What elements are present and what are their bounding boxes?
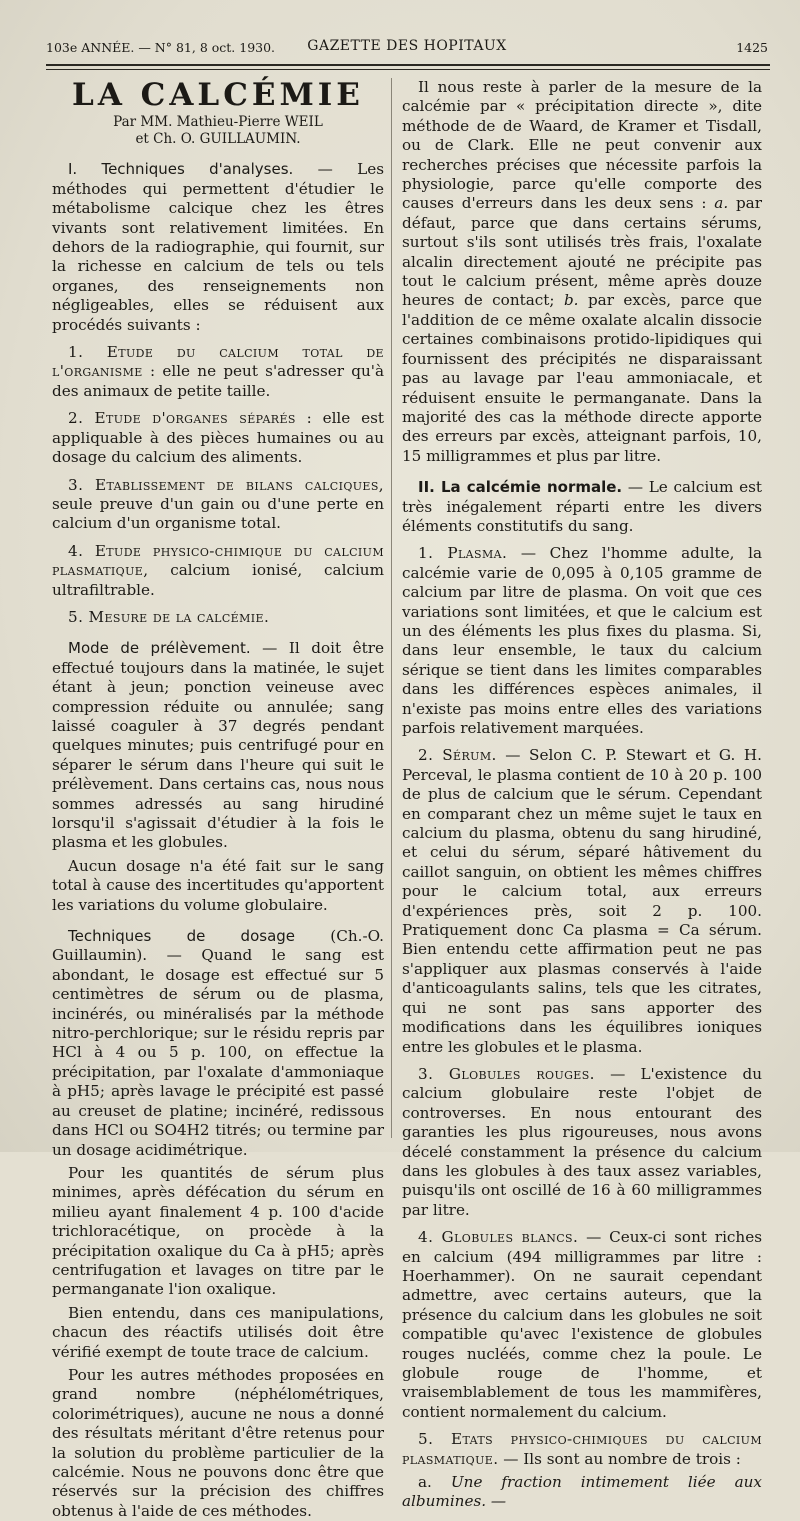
right-column [402, 78, 762, 1512]
list-item: 2. Etude d'organes séparés : elle est appliquable à des pièces humaines ou au dosage du calcium des aliments. [52, 409, 384, 467]
page-number: 1425 [736, 40, 768, 55]
paragraph: Bien entendu, dans ces manipulations, chacun des réactifs utilisés doit être vérifié exempt de toute trace de calcium. [52, 1303, 384, 1361]
subsection-serum: 2. Sérum. — Selon C. P. Stewart et G. H. Perceval, le plasma contient de 10 à 20 p. 100 de plus de calcium que le sérum. Cependant en comparant chez un même sujet le taux en calcium du plasma, obtenu du sang hirudiné, et celui du sérum, séparé hâtivement du caillot sanguin, on obtient les mêmes chiffres pour le calcium total, aux erreurs d'expériences près, soit 2 p. 100. Pratiquement donc Ca plasma = Ca sérum. Bien entendu cette affirmation peut ne pas s'appliquer aux plasmas conservés à l'aide d'anticoagulants salins, tels que les citrates, qui ne sont pas sans apporter des modifications dans les équilibres ioniques entre les globules et le plasma. [402, 746, 762, 1056]
subsection-plasma: 1. Plasma. — Chez l'homme adulte, la calcémie varie de 0,095 à 0,105 gramme de calcium par litre de plasma. On voit que ces variations sont limitées, et que le calcium est un des éléments les plus fixes du plasma. Si, dans leur ensemble, le taux du calcium sérique se tient dans les limites comparables dans les différences espèces animales, il n'existe pas moins entre elles des variations parfois relativement marquées. [402, 544, 763, 737]
publication-title: GAZETTE DES HOPITAUX [307, 38, 507, 54]
paragraph: Pour les quantités de sérum plus minimes, après défécation du sérum en milieu ayant finalement 4 p. 100 d'acide trichloracétique, on procède à la précipitation oxalique du Ca à pH5; après centrifugation et lavages on titre par le permanganate l'ion oxalique. [52, 1163, 384, 1299]
header-rule-thin [46, 69, 770, 70]
paragraph: Pour les autres méthodes proposées en grand nombre (néphélométriques, colorimétriques), aucune ne nous a donné des résultats méritant d'être retenus pour la solution du problème particulier de la calcémie. Nous ne pouvons donc être que réservés sur la précision des chiffres obtenus à l'aide de ces méthodes. [52, 1365, 384, 1520]
paragraph-techniques-dosage: Techniques de dosage (Ch.-O. Guillaumin). — Quand le sang est abondant, le dosage est effectué sur 5 centimètres de sérum ou de plasma, incinérés, ou minéralisés par la méthode nitro-perchlorique; sur le résidu repris par HCl à 4 ou 5 p. 100, on effectue la précipitation, par l'oxalate d'ammoniaque à pH5; après lavage le précipité est passé au creuset de platine; inciné́ré, redissous dans HCl ou SO4H2 titrés; ou termine par un dosage acidimétrique. [52, 927, 384, 1159]
paragraph: Aucun dosage n'a été fait sur le sang total à cause des incertitudes qu'apportent les variations du volume globulaire. [52, 856, 384, 914]
section-heading: II. La calcémie normale. [418, 478, 623, 497]
paragraph-precipitation: Il nous reste à parler de la mesure de la calcémie par « précipitation directe », dite méthode de de Waard, de Kramer et Tisdall, ou de Clark. Elle ne peut convenir aux recherches précises que nécessite parfois la physiologie, parce qu'elle comporte des causes d'erreurs dans les deux sens : a. par défaut, parce que dans certains sérums, surtout s'ils sont utilisés très frais, l'oxalate alcalin directement ajouté ne précipite pas tout le calcium présent, même après douze heures de contact; b. par excès, parce que l'addition de ce même oxalate alcalin dissocie certaines combinaisons protido-lipidiques qui fournissent des précipités ne disparaissant pas au lavage par l'eau ammoniacale, et réduisent ensuite le permanganate. Dans la majorité des cas la méthode directe apporte des erreurs par excès, atteignant parfois, 10, 15 milligrammes et plus par litre. [402, 78, 762, 465]
list-item: 5. Mesure de la calcémie. [68, 607, 270, 626]
byline [52, 114, 384, 148]
list-item: a. Une fraction intimement liée aux albumines. — [402, 1473, 762, 1511]
subsection-globules-rouges: 3. Globules rouges. — L'existence du calcium globulaire reste l'objet de controverses. En nous entourant des garanties les plus rigoureuses, nous avons décelé constamment la présence du calcium dans les globules à des taux assez variables, puisqu'ils ont oscillé de 16 à 60 milligrammes par litre. [402, 1064, 762, 1219]
article-title: LA CALCÉMIE [72, 77, 364, 113]
issue-info: 103e ANNÉE. — N° 81, 8 oct. 1930. [46, 40, 276, 55]
list-item: 4. Etude physico-chimique du calcium plasmatique, calcium ionisé, calcium ultrafiltrable. [52, 541, 384, 599]
byline-authors: Par MM. Mathieu-Pierre WEIL [113, 114, 323, 131]
subsection-globules-blancs: 4. Globules blancs. — Ceux-ci sont riches en calcium (494 milligrammes par litre : Hoerhammer). On ne saurait cependant admettre, avec certains auteurs, que la présence du calcium dans les globules ne soit compatible qu'avec l'existence de globules rouges nucléés, comme chez la poule. Le globule rouge de l'homme, et vraisemblablement de tous les mammifères, contient normalement du calcium. [402, 1228, 762, 1421]
column-divider [391, 78, 392, 1138]
left-column [52, 78, 384, 1521]
paragraph-prelevement: Mode de prélèvement. — Il doit être effectué toujours dans la matinée, le sujet étant à jeun; ponction veineuse avec compression réduite ou annulée; sang laissé coaguler à 37 degrés pendant quelques minutes; puis centrifugé pour en séparer le sérum dans l'heure qui suit le prélèvement. Dans certains cas, nous nous sommes adressés au sang hirudiné lorsqu'il s'agissait d'étudier à la fois le plasma et les globules. [52, 639, 384, 852]
list-item: 3. Etablissement de bilans calciques, seule preuve d'un gain ou d'une perte en calcium d'un organisme total. [52, 475, 384, 533]
byline-second-author: et Ch. O. GUILLAUMIN. [135, 131, 301, 148]
section-calcemie-normale: II. La calcémie normale. — Le calcium est très inégalement réparti entre les divers éléments constitutifs du sang. [402, 478, 763, 535]
running-header [46, 36, 768, 58]
header-rule-thick [46, 64, 770, 66]
subsection-etats-physico-chimiques: 5. Etats physico-chimiques du calcium plasmatique. — Ils sont au nombre de trois : [402, 1430, 762, 1468]
list-item: 1. Etude du calcium total de l'organisme : elle ne peut s'adresser qu'à des animaux de petite taille. [52, 343, 384, 400]
section-heading: I. Techniques d'analyses. [68, 160, 294, 179]
section-techniques-intro: I. Techniques d'analyses. — Les méthodes qui permettent d'étudier le métabolisme calcique chez les êtres vivants sont relativement limitées. En dehors de la radiographie, qui fournit, sur la richesse en calcium de tels ou tels organes, des renseignements non négligeables, elles se réduisent aux procédés suivants : [52, 160, 384, 334]
